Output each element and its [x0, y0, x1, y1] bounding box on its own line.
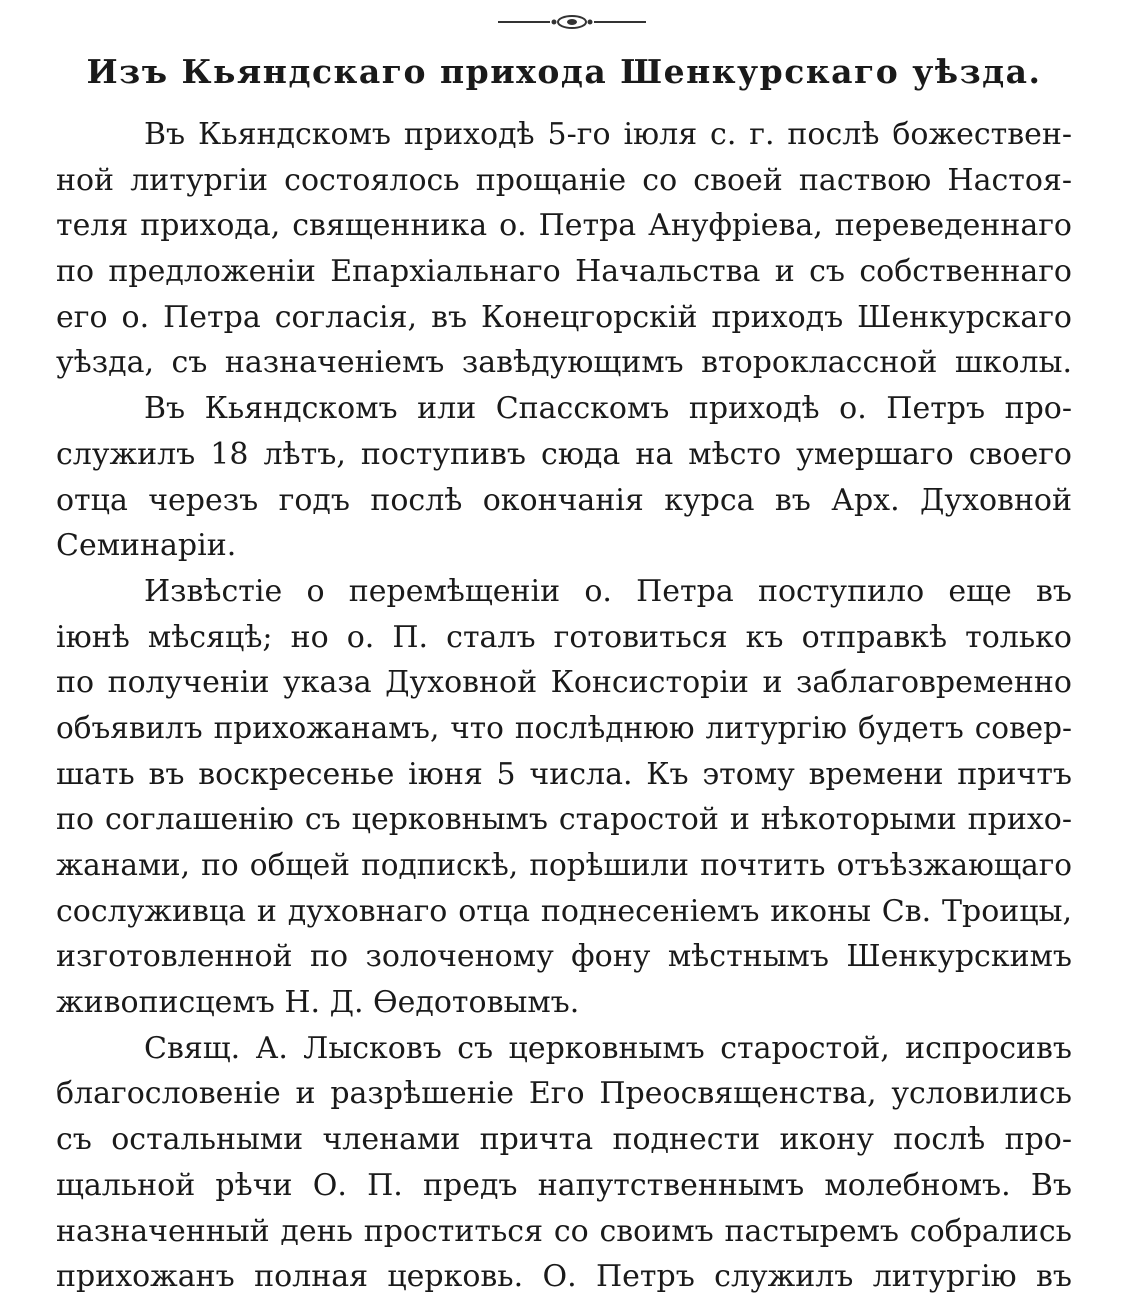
- paragraph: [56, 569, 1072, 1026]
- text-line: его о. Петра согласія, въ Конецгорскій приходъ Шенкурскаго: [56, 299, 1072, 335]
- page: [56, 0, 1072, 1310]
- text-line: Свящ. А. Лысковъ съ церковнымъ старостой, испросивъ: [144, 1030, 1072, 1066]
- text-line: отца черезъ годъ послѣ окончанія курса въ Арх. Духовной: [56, 482, 1072, 518]
- text-line: іюнѣ мѣсяцѣ; но о. П. сталъ готовиться къ отправкѣ только: [56, 619, 1072, 655]
- text-line: теля прихода, священника о. Петра Ануфріева, переведеннаго: [56, 208, 1072, 244]
- text-line: изготовленной по золоченому фону мѣстнымъ Шенкурскимъ: [56, 939, 1072, 975]
- text-line: шать въ воскресенье іюня 5 числа. Къ этому времени причтъ: [56, 756, 1072, 792]
- text-line: Въ Кьяндскомъ приходѣ 5-го іюля с. г. послѣ божествен-: [144, 117, 1072, 152]
- paragraph: [56, 112, 1072, 386]
- text-line: щальной рѣчи О. П. предъ напутственнымъ молебномъ. Въ: [56, 1167, 1072, 1203]
- text-line: служилъ 18 лѣтъ, поступивъ сюда на мѣсто умершаго своего: [56, 436, 1072, 472]
- text-line: по предложеніи Епархіальнаго Начальства и съ собственнаго: [56, 254, 1072, 290]
- ornament-divider-icon: [492, 10, 652, 34]
- text-line: благословеніе и разрѣшеніе Его Преосвященства, условились: [56, 1076, 1072, 1112]
- text-line: по полученіи указа Духовной Консисторіи и заблаговременно: [56, 665, 1072, 701]
- text-line: съ остальными членами причта поднести икону послѣ про-: [56, 1122, 1072, 1158]
- text-line: живописцемъ Н. Д. Ѳедотовымъ.: [56, 985, 580, 1021]
- text-line: Извѣстіе о перемѣщеніи о. Петра поступило еще въ: [144, 573, 1072, 609]
- text-line: объявилъ прихожанамъ, что послѣднюю литургію будетъ совер-: [56, 710, 1072, 745]
- article-title: Изъ Кьяндскаго прихода Шенкурскаго уѣзда.: [86, 52, 1042, 91]
- text-line: уѣзда, съ назначеніемъ завѣдующимъ второклассной школы.: [56, 345, 1072, 381]
- paragraph: [56, 386, 1072, 569]
- text-line: назначенный день проститься со своимъ пастыремъ собрались: [56, 1213, 1072, 1249]
- text-line: ной литургіи состоялось прощаніе со своей паствою Настоя-: [56, 162, 1072, 198]
- article-body: [56, 112, 1072, 1300]
- text-line: Семинаріи.: [56, 528, 237, 564]
- paragraph: [56, 1026, 1072, 1300]
- text-line: по соглашенію съ церковнымъ старостой и нѣкоторыми прихо-: [56, 802, 1072, 838]
- text-line: Въ Кьяндскомъ или Спасскомъ приходѣ о. Петръ про-: [144, 391, 1072, 427]
- text-line: прихожанъ полная церковь. О. Петръ служилъ литургію въ: [56, 1259, 1072, 1295]
- text-line: сослуживца и духовнаго отца поднесеніемъ иконы Св. Троицы,: [56, 893, 1072, 929]
- text-line: жанами, по общей подпискѣ, порѣшили почтить отъѣзжающаго: [56, 848, 1072, 882]
